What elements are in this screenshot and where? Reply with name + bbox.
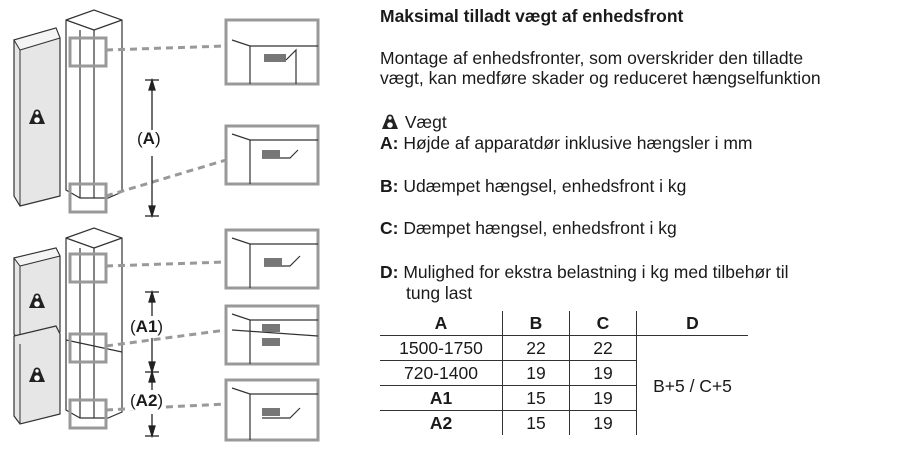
table-cell: 22 — [503, 336, 570, 361]
legend-b-key: B: — [380, 176, 399, 196]
legend-b-text: Udæmpet hængsel, enhedsfront i kg — [403, 176, 687, 196]
legend-c-key: C: — [380, 218, 399, 238]
table-header-a: A — [380, 311, 503, 336]
top-door-front — [14, 28, 60, 206]
table-header-row — [380, 311, 748, 336]
table-cell: 1500-1750 — [380, 336, 503, 361]
table-cell: A2 — [429, 413, 453, 433]
table-cell: 19 — [570, 361, 637, 386]
detail-bottom-lower — [226, 380, 318, 440]
dimension-label-a1: (A1) — [130, 317, 164, 336]
legend-weight — [380, 112, 447, 133]
table-cell: A1 — [380, 386, 503, 411]
table-header-d: D — [637, 311, 749, 336]
table-header-b: B — [503, 311, 570, 336]
legend-a-text: Højde af apparatdør inklusive hængsler i mm — [403, 133, 753, 153]
table-cell: 19 — [570, 386, 637, 411]
legend-d — [380, 262, 789, 283]
legend-b — [380, 176, 686, 197]
bottom-door-lower-front — [14, 326, 60, 424]
installation-figure — [0, 0, 370, 450]
intro-line-2: vægt, kan medføre skader og reduceret hængselfunktion — [380, 68, 821, 88]
dimension-label-a: (A) — [137, 129, 161, 148]
table-header-c: C — [570, 311, 637, 336]
page-title: Maksimal tilladt vægt af enhedsfront — [380, 6, 684, 26]
detail-bottom-upper — [226, 230, 318, 288]
legend-c-text: Dæmpet hængsel, enhedsfront i kg — [403, 218, 677, 238]
legend-d-key: D: — [380, 262, 399, 282]
table-cell: 22 — [570, 336, 637, 361]
legend-d-line2: tung last — [406, 283, 473, 303]
bottom-dimension-line — [145, 292, 159, 436]
table-cell: 19 — [570, 411, 637, 436]
detail-bottom-middle — [226, 306, 318, 364]
table-row — [380, 336, 748, 361]
weight-table — [380, 311, 748, 435]
table-cell-d-value: B+5 / C+5 — [637, 336, 749, 436]
legend-weight-label: Vægt — [404, 112, 447, 132]
top-dimension-line — [145, 80, 159, 216]
table-cell: 19 — [503, 361, 570, 386]
table-cell: 15 — [503, 386, 570, 411]
legend-d-text: Mulighed for ekstra belastning i kg med tilbehør til — [403, 262, 789, 282]
detail-top-upper — [226, 20, 318, 84]
bottom-appliance — [66, 228, 122, 418]
table-cell: 720-1400 — [380, 361, 503, 386]
legend-c — [380, 218, 677, 239]
legend-a — [380, 133, 753, 154]
dimension-label-a2: (A2) — [130, 391, 164, 410]
weight-icon — [380, 113, 400, 131]
legend-a-key: A: — [380, 133, 399, 153]
detail-top-lower — [226, 126, 318, 184]
intro-line-1: Montage af enhedsfronter, som overskrider den tilladte — [380, 48, 804, 68]
table-cell: 15 — [503, 411, 570, 436]
